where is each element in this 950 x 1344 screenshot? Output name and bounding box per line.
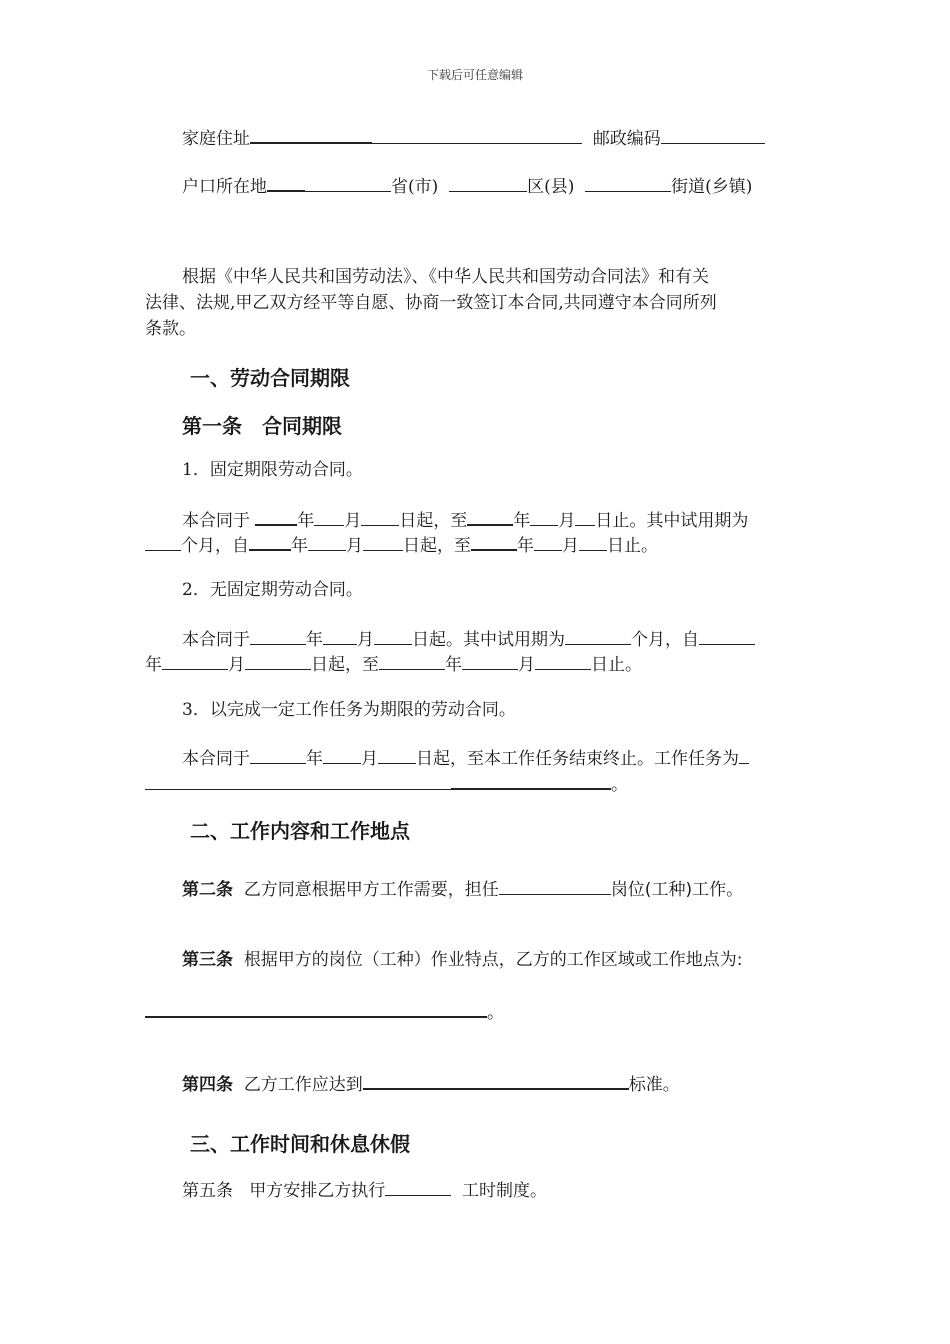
item1-end-month-blank [530,507,558,526]
item1-trial-end-year: 年 [517,536,534,556]
item3-month-blank [323,745,361,764]
hukou-blank-2 [305,173,391,192]
hukou-blank-1 [267,172,305,192]
preamble-line-2: 法律、法规,甲乙双方经平等自愿、协商一致签订本合同,共同遵守本合同所列 [145,293,717,313]
item2-end-year-blank [379,651,445,670]
article4-standard-blank [363,1070,629,1090]
item1-trial-blank [145,532,181,551]
item2-line-2 [145,651,810,678]
item1-trial-year: 年 [291,536,308,556]
hukou-label: 户口所在地 [182,177,267,197]
home-address-blank [250,124,372,144]
item2-from-day-blank [245,651,311,670]
hukou-line [145,172,847,200]
item1-day-end: 日止。其中试用期为 [595,511,749,531]
preamble-line-1: 根据《中华人民共和国劳动法》、《中华人民共和国劳动合同法》和有关 [182,267,709,287]
item1-day-end2: 日止。 [607,536,658,556]
article3-end: 。 [487,1003,504,1023]
article4-suffix: 标准。 [628,1075,680,1095]
item3-start-text: 本合同于 [182,749,250,769]
item2-from-month: 月 [228,655,245,675]
item1-start-text: 本合同于 [182,511,250,531]
section3-heading: 三、工作时间和休息休假 [190,1132,410,1156]
article2-text: 乙方同意根据甲方工作需要，担任 [243,880,499,900]
item2-from-blank [699,626,755,645]
street-blank [585,173,671,192]
item3-task-blank-2 [145,771,451,790]
item1-trial-end-year-blank [471,531,517,551]
item3-day-blank [378,745,416,764]
preamble-line-3: 条款。 [145,319,196,339]
item3-month: 月 [361,749,378,769]
item1-end-month: 月 [558,511,576,531]
article5-suffix: 工时制度。 [462,1181,548,1201]
item3-task-blank-3 [451,770,611,790]
item1-title: 1．固定期限劳动合同。 [182,460,363,480]
item1-trial-end-day-blank [579,532,607,551]
item1-trial-end-month: 月 [562,536,579,556]
article3-location-blank [145,998,487,1018]
item3-rest: 日起，至本工作任务结束终止。工作任务为 [416,749,739,769]
article2-prefix: 第二条 [182,880,233,900]
item3-year: 年 [306,749,323,769]
district-label: 区(县) [527,177,575,197]
header-note: 下载后可任意编辑 [426,68,523,82]
article2-line [182,876,743,903]
item2-trial: 日起。其中试用期为 [412,630,565,650]
item2-month: 月 [357,630,374,650]
item1-end-day-blank [575,507,595,526]
item2-end-day-blank [535,651,591,670]
item2-end-month: 月 [518,655,535,675]
article4-line [182,1070,680,1098]
section1-heading: 一、劳动合同期限 [190,366,350,390]
item1-month-blank [314,507,344,526]
item1-months-from: 个月，自 [181,536,249,556]
article2-suffix: 岗位(工种)工作。 [610,880,744,900]
article4-prefix: 第四条 [182,1075,233,1095]
item1-month: 月 [344,511,362,531]
article1-title: 第一条 合同期限 [182,414,342,438]
article3-text: 根据甲方的岗位（工种）作业特点，乙方的工作区域或工作地点为: [243,950,743,970]
item1-trial-month-blank [308,532,346,551]
article4-text: 乙方工作应达到 [243,1075,363,1095]
article5-system-blank [385,1177,451,1196]
province-label: 省(市) [391,177,439,197]
item3-title: 3．以完成一定工作任务为期限的劳动合同。 [182,700,516,720]
article3-blank-line [145,998,810,1026]
item3-year-blank [250,745,306,764]
article5-line [145,1177,847,1204]
item1-year: 年 [297,511,315,531]
street-label: 街道(乡镇) [671,177,753,197]
item1-year-blank [255,506,297,526]
item1-day-blank [361,507,399,526]
item2-from-month-blank [162,651,228,670]
item2-trial-blank [565,626,631,645]
item2-end-year: 年 [445,655,462,675]
district-blank [449,173,527,192]
item1-end-year: 年 [513,511,531,531]
item1-trial-month: 月 [346,536,363,556]
item2-months-from: 个月，自 [631,630,699,650]
article5-text: 甲方安排乙方执行 [249,1181,386,1201]
item1-line-2 [145,531,810,559]
item2-month-blank [323,626,357,645]
home-address-blank-2 [372,125,582,144]
item2-year-blank [250,626,306,645]
postal-code-label: 邮政编码 [592,129,661,149]
section2-heading: 二、工作内容和工作地点 [190,819,410,843]
home-address-label: 家庭住址 [182,129,250,149]
item3-line-2 [145,770,810,798]
item3-task-blank [739,745,749,764]
item3-end: 。 [611,775,628,795]
item1-end-year-blank [467,506,513,526]
item3-line-1 [145,745,847,772]
article2-position-blank [499,876,611,895]
item2-day-from: 日起，至 [311,655,379,675]
item2-day-blank [374,626,412,645]
item2-day-end: 日止。 [591,655,642,675]
item1-trial-day-from: 日起，至 [403,536,471,556]
item2-start-text: 本合同于 [182,630,250,650]
item1-trial-year-blank [249,531,291,551]
home-address-line [145,124,847,152]
item2-end-month-blank [462,651,518,670]
item2-from-year: 年 [145,655,162,675]
item2-line-1 [145,626,847,653]
item2-title: 2．无固定期劳动合同。 [182,580,363,600]
article3-prefix: 第三条 [182,950,233,970]
item1-day-from: 日起，至 [399,511,468,531]
article5-prefix: 第五条 [182,1181,233,1201]
item1-trial-end-month-blank [534,532,562,551]
postal-code-blank [661,125,765,144]
item1-line-1 [145,506,847,534]
item1-trial-day-blank [363,532,403,551]
article3-line [182,948,743,973]
item2-year: 年 [306,630,323,650]
